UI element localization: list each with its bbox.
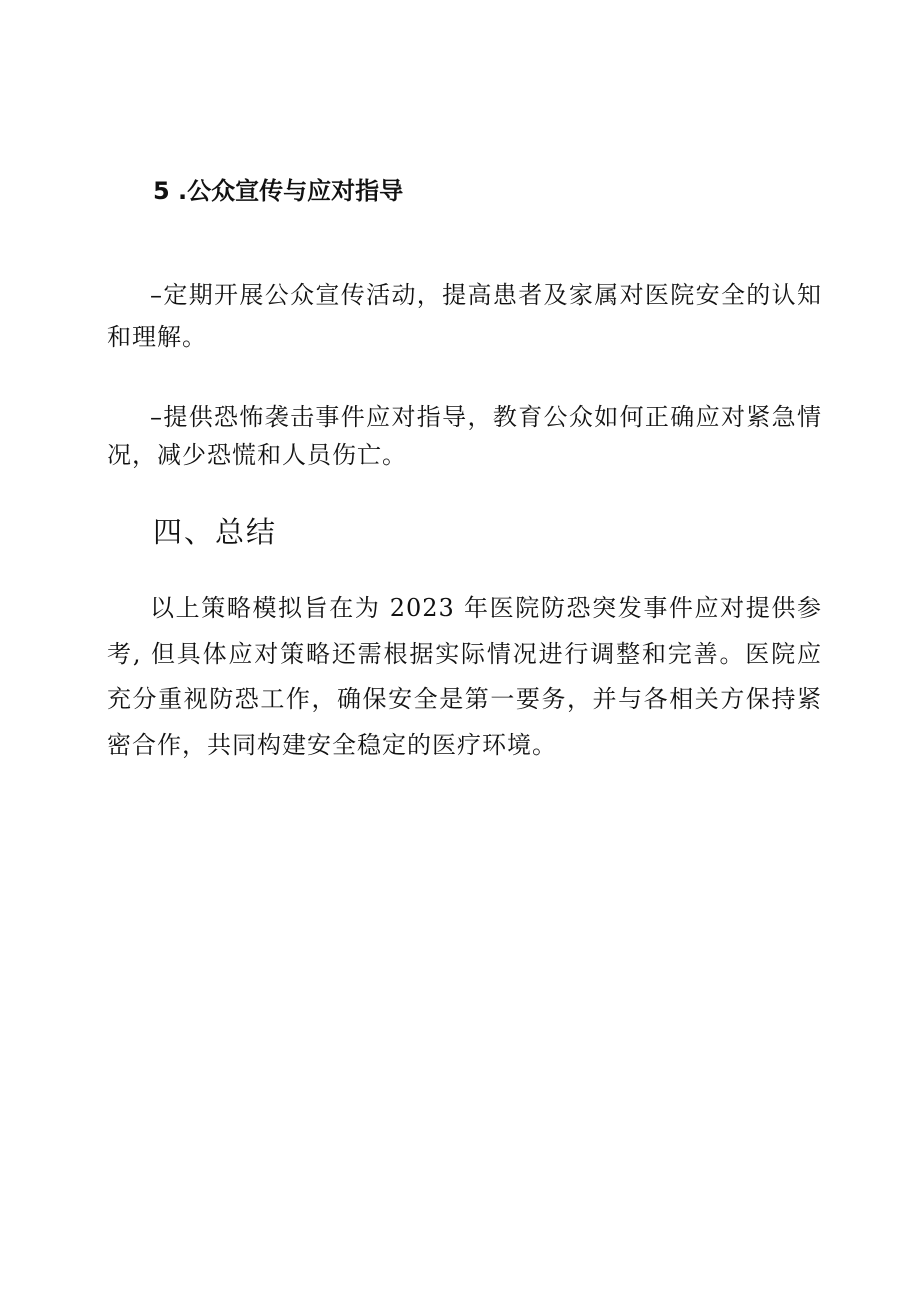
- list-item-public-awareness: –定期开展公众宣传活动，提高患者及家属对医院安全的认知和理解。: [107, 281, 822, 351]
- subsection-heading-public-guidance: 5 .公众宣传与应对指导: [153, 177, 404, 205]
- list-item-emergency-guidance: –提供恐怖袭击事件应对指导，教育公众如何正确应对紧急情况，减少恐慌和人员伤亡。: [107, 403, 822, 469]
- summary-paragraph: 以上策略模拟旨在为 2023 年医院防恐突发事件应对提供参考, 但具体应对策略还需根据实际情况进行调整和完善。医院应充分重视防恐工作，确保安全是第一要务，并与各相关方保持紧密合作，共同构建安全稳定的医疗环境。: [107, 594, 822, 759]
- section-heading-summary: 四、总结: [153, 515, 278, 549]
